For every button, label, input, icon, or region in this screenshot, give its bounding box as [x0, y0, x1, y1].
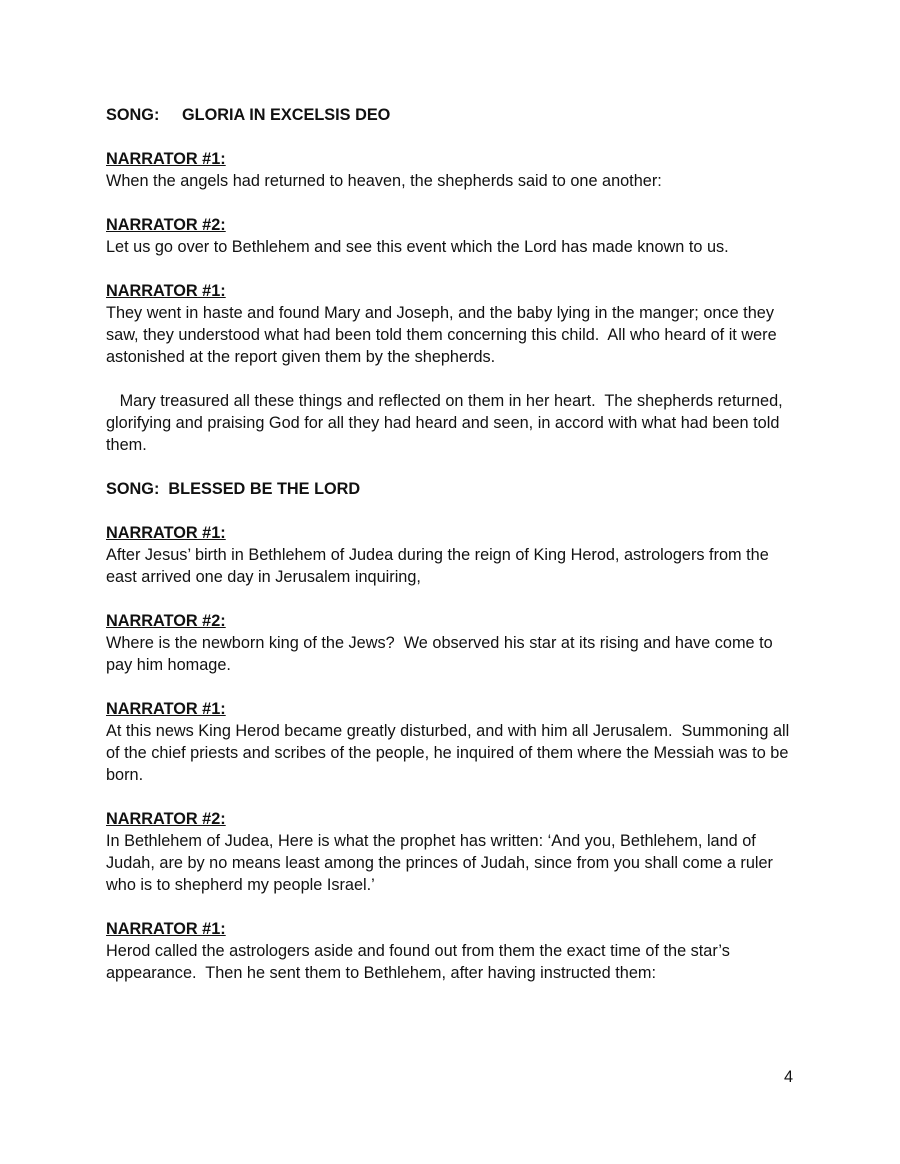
speaker-label: NARRATOR #2: [106, 612, 226, 630]
speaker-label: NARRATOR #1: [106, 524, 226, 542]
narration-text: Herod called the astrologers aside and found out from them the exact time of the star’s appearance. Then he sent them to Bethlehem, after having instructed them: [106, 942, 735, 982]
speaker-label: NARRATOR #1: [106, 282, 226, 300]
song-heading: SONG: BLESSED BE THE LORD [106, 480, 361, 498]
song-heading: SONG: GLORIA IN EXCELSIS DEO [106, 106, 391, 124]
narration-block [106, 280, 796, 368]
speaker-label: NARRATOR #1: [106, 700, 226, 718]
narration-paragraph: Mary treasured all these things and reflected on them in her heart. The shepherds returned, glorifying and praising God for all they had heard and seen, in accord with what had been told them. [106, 392, 788, 454]
speaker-label: NARRATOR #1: [106, 920, 226, 938]
narration-block [106, 148, 796, 192]
speaker-label: NARRATOR #1: [106, 150, 226, 168]
narration-text: After Jesus’ birth in Bethlehem of Judea during the reign of King Herod, astrologers from the east arrived one day in Jerusalem inquiring, [106, 546, 774, 586]
speaker-label: NARRATOR #2: [106, 216, 226, 234]
narration-block [106, 918, 796, 984]
speaker-label: NARRATOR #2: [106, 810, 226, 828]
narration-text: In Bethlehem of Judea, Here is what the prophet has written: ‘And you, Bethlehem, land of Judah, are by no means least among the princes of Judah, since from you shall come a ruler who is to shepherd my people Israel.’ [106, 832, 778, 894]
narration-block [106, 698, 796, 786]
narration-block [106, 610, 796, 676]
narration-text: They went in haste and found Mary and Joseph, and the baby lying in the manger; once they saw, they understood what had been told them concerning this child. All who heard of it were astonished at the report given them by the shepherds. [106, 304, 782, 366]
narration-text: Where is the newborn king of the Jews? We observed his star at its rising and have come to pay him homage. [106, 634, 778, 674]
narration-block [106, 214, 796, 258]
narration-text: When the angels had returned to heaven, the shepherds said to one another: [106, 172, 662, 190]
page-number: 4 [783, 1068, 793, 1086]
narration-block [106, 522, 796, 588]
script-page [106, 104, 796, 1006]
narration-text: Let us go over to Bethlehem and see this event which the Lord has made known to us. [106, 238, 729, 256]
narration-text: At this news King Herod became greatly disturbed, and with him all Jerusalem. Summoning all of the chief priests and scribes of the people, he inquired of them where the Messiah was to be born. [106, 722, 794, 784]
narration-block [106, 808, 796, 896]
